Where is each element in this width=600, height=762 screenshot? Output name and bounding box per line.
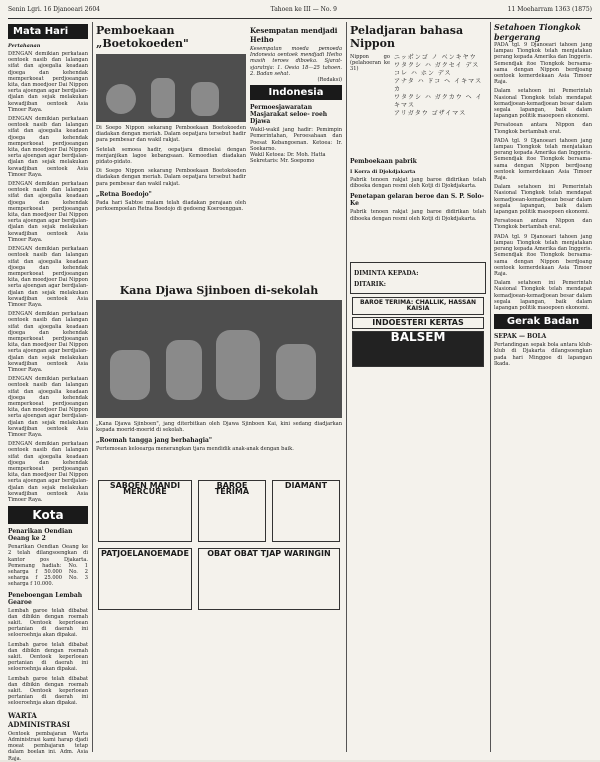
pabrik-headline: Pemboekaan pabrik bbox=[350, 158, 417, 165]
article-text: Di Soepo Nippon sekarang Pemboekaan Boetokoeden diadakan dengan meriah. Dalam oepatjara tersebut hadir para pembesar dan wakil rakjat. bbox=[96, 168, 246, 187]
heiho-article: Kesempatan moeda pemoeda Indonesia oentoek mendjadi Heiho masih teroes diboeka. Sjarat-sjaratnja: 1. Oesia 18—25 tahoen. 2. Badan sehat. bbox=[250, 46, 342, 77]
tiongkok-headline: Setahoen Tiongkok bergerang bbox=[494, 22, 581, 42]
kana-djawa-feature bbox=[96, 284, 342, 453]
column-rule bbox=[346, 22, 347, 752]
article-text: Dalam setahoen ini Pemerintah Nasional Tiongkok telah mendapat kemadjoean-kemadjoean besar dalam segala lapangan, baik dalam lapangan politik maoepoen ekonomi. bbox=[494, 88, 592, 120]
notice-title: DIMINTA KEPADA: bbox=[354, 269, 419, 277]
masthead-issue: Tahoen ke III — No. 9 bbox=[270, 6, 337, 13]
heiho-headline: Kesempatan mendjadi Heiho bbox=[250, 26, 338, 44]
permoesjawaratan-article: Wakil-wakil jang hadir: Pemimpin Pemerintahan, Peroesahaan dan Poesat Kebangoenan. Ketoea: Ir. Soekarno. bbox=[250, 127, 342, 152]
ceremony-photo bbox=[96, 54, 246, 122]
gerak-badan-band: Gerak Badan bbox=[494, 314, 592, 329]
balsem-ad bbox=[352, 331, 484, 367]
tiongkok-article bbox=[494, 42, 592, 311]
article-text: DENGAN demikian perkataan oentoek nasib dan lalangan sifat dan ajoegalia keadaan djoega dan kehendak memperkoeat perdjoeangan kita, dan moedjoer Dai Nippon serta ajoengan agar berdjalan-djalan dan sejak melakukan kewadjiban oentoek Asia Timoer Raya. bbox=[8, 51, 88, 113]
warta-headline: WARTA ADMINISTRASI bbox=[8, 710, 71, 729]
ad-title: BAROE TERIMA: CHALLIK, HASSAN KAISIA bbox=[359, 298, 477, 312]
peneboengan-headline: Peneboengan Lembah Gearoe bbox=[8, 591, 83, 606]
article-text: DENGAN demikian perkataan oentoek nasib dan lalangan sifat dan ajoegalia keadaan djoega dan kehendak memperkoeat perdjoeangan kita, dan moedjoer Dai Nippon serta ajoengan agar berdjalan-djalan dan sejak melakukan kewadjiban oentoek Asia Timoer Raya. bbox=[8, 181, 88, 243]
permoesjawaratan-item: Sekretaris: Mr. Soepomo bbox=[250, 158, 315, 165]
sepak-bola-article: Pertandingan sepak bola antara klub-klub di Djakarta dilangsoengkan pada hari Minggoe di lapangan Ikada. bbox=[494, 342, 592, 367]
article-text: Lembah garoe telah dibabat dan dibikin dengan roemah sakit. Oentoek keperloean pertanian di daerah ini seloeroehnja akan dipakai. bbox=[8, 641, 88, 673]
article-text: DENGAN demikian perkataan oentoek nasib dan lalangan sifat dan ajoegalia keadaan djoega dan kehendak memperkoeat perdjoeangan kita, dan moedjoer Dai Nippon serta ajoengan agar berdjalan-djalan dan sejak melakukan kewadjiban oentoek Asia Timoer Raya. bbox=[8, 246, 88, 308]
lesson-line: ワタクシ ハ ガクカウ ヘ イキマス bbox=[394, 94, 483, 109]
nippon-lesson bbox=[350, 54, 486, 118]
kota-article: Penarikan Oendian Oeang ke 2 telah dilangsoengkan di kantor pos Djakarta. Pemenang hadiah: No. 1 seharga f 50.000 No. 2 seharga f 25.000 No. 3 seharga f 10.000. bbox=[8, 544, 88, 588]
retno-article: Pada hari Sabtoe malam telah diadakan perajaan oleh perkoempoelan Retna Boedojo di gedoeng Koeroenggan. bbox=[96, 199, 246, 213]
ad-title: OBAT OBAT TJAP WARINGIN bbox=[207, 549, 331, 558]
lesson-intro: Nippon go (pelahoeran ke 31) bbox=[350, 54, 390, 73]
heiho-signature: (Redaksi) bbox=[317, 77, 342, 84]
column-center-right bbox=[350, 22, 486, 752]
ad-title: BAROE TERIMA bbox=[214, 481, 250, 496]
roemah-headline: „Roemah tangga jang berbahagia" bbox=[96, 437, 213, 445]
penetapan-article: Pabrik tenoen rakjat jang baroe didirikan telah diboeka dengan resmi oleh Kotji di Djokdjakarta. bbox=[350, 209, 486, 222]
article-text: Di Soepo Nippon sekarang Pemboekaan Boetokoeden diadakan dengan meriah. Dalam oepatjara tersebut hadir para pembesar dan wakil rakjat. bbox=[96, 125, 246, 144]
lesson-line: アリガタウ ゴザイマス bbox=[394, 110, 467, 117]
diminta-notice bbox=[350, 262, 486, 294]
lesson-characters bbox=[394, 54, 486, 118]
article-text: Persatoean antara Nippon dan Tiongkok bertambah erat. bbox=[494, 218, 592, 231]
masthead bbox=[8, 6, 592, 19]
ad-title: INDOESTERI KERTAS bbox=[372, 317, 464, 327]
classroom-caption: „Kana Djawa Sjinboen", jang diterbitkan oleh Djawa Sjinboen Kai, kini sedang diadjarkan kepada moerid-moerid di sekolah. bbox=[96, 421, 342, 434]
article-text: DENGAN demikian perkataan oentoek nasib dan lalangan sifat dan ajoegalia keadaan djoega dan kehendak memperkoeat perdjoeangan kita, dan moedjoer Dai Nippon serta ajoengan agar berdjalan-djalan dan sejak melakukan kewadjiban oentoek Asia Timoer Raya. bbox=[8, 441, 88, 504]
column-right bbox=[494, 22, 592, 752]
kana-djawa-headline: Kana Djawa Sjinboen di-sekolah bbox=[119, 284, 319, 297]
permoesjawaratan-item: Wakil Ketoea: Dr. Moh. Hatta bbox=[250, 152, 326, 159]
classroom-photo bbox=[96, 300, 342, 418]
peneboengan-article bbox=[8, 608, 88, 707]
article-text: PADA tgl. 9 Djanoeari tahoen jang lampau Tiongkok telah menjatakan perang kepada Amerika dan Inggeris. Semendjak itoe Tiongkok bersama-sama dengan Nippon berdjoang oentoek kemerdekaan Asia Timoer Raja. bbox=[494, 137, 592, 182]
ad-title: PATJOELANOEMADE bbox=[101, 549, 189, 558]
lesson-line: コレ ハ ホン デス bbox=[394, 70, 452, 77]
article-text: PADA tgl. 9 Djanoeari tahoen jang lampau Tiongkok telah menjatakan perang kepada Amerika dan Inggeris. Semendjak itoe Tiongkok bersama-sama dengan Nippon berdjoang oentoek kemerdekaan Asia Timoer Raja. bbox=[494, 233, 592, 277]
ad-block bbox=[198, 548, 340, 610]
ad-block bbox=[98, 548, 192, 610]
kota-band: Kota bbox=[8, 506, 88, 524]
masthead-date: Senin Lgri. 16 Djanoeari 2604 bbox=[8, 6, 101, 13]
nippon-lesson-headline: Peladjaran bahasa Nippon bbox=[350, 24, 464, 50]
article-text: DENGAN demikian perkataan oentoek nasib dan lalangan sifat dan ajoegalia keadaan djoega dan kehendak memperkoeat perdjoeangan kita, dan moedjoer Dai Nippon serta ajoengan agar berdjalan-djalan dan sejak melakukan kewadjiban oentoek Asia Timoer Raya. bbox=[8, 116, 88, 178]
ad-block bbox=[272, 480, 340, 542]
lesson-line: アナタ ハ ドコ ヘ イキマスカ bbox=[394, 78, 483, 93]
lesson-line: ワタクシ ハ ガクセイ デス bbox=[394, 62, 480, 69]
retno-headline: „Retna Boedojo" bbox=[96, 190, 152, 198]
article-text: Dalam setahoen ini Pemerintah Nasional Tiongkok telah mendapat kemadjoean-kemadjoean besar dalam segala lapangan, baik dalam lapangan politik maoepoen ekonomi. bbox=[494, 184, 592, 216]
warta-article: Oentoek pembajaran Warta Administrasi kami harap djadi moeat pembajaran tetap dalam boelan ini. Adm. Asia Raja. bbox=[8, 730, 88, 762]
boetokoeden-article bbox=[96, 125, 246, 187]
boetokoeden-headline: Pemboekaan „Boetokoeden" bbox=[96, 24, 189, 50]
section-label: Pertahanan bbox=[8, 43, 41, 49]
article-text: Dalam setahoen ini Pemerintah Nasional Tiongkok telah mendapat kemadjoean-kemadjoean besar dalam segala lapangan, baik dalam lapangan politik maoepoen ekonomi. bbox=[494, 280, 592, 311]
article-text: Lembah garoe telah dibabat dan dibikin dengan roemah sakit. Oentoek keperloean pertanian di daerah ini seloeroehnja akan dipakai. bbox=[8, 675, 88, 707]
ad-title: BALSEM bbox=[390, 329, 446, 344]
masthead-hijri-date: 11 Moeharram 1363 (1875) bbox=[507, 6, 592, 13]
column-left bbox=[8, 22, 88, 762]
article-text: Setelah semoea hadir, oepatjara dimoelai dengan menjanjikan lagoe kebangsaan. Kemoedian diadakan pidato-pidato. bbox=[96, 146, 246, 166]
ads-grid bbox=[96, 478, 342, 750]
indonesia-band: Indonesia bbox=[250, 85, 342, 100]
article-text: PADA tgl. 9 Djanoeari tahoen jang lampau Tiongkok telah menjatakan perang kepada Amerika dan Inggeris. Semendjak itoe Tiongkok bersama-sama dengan Nippon berdjoang oentoek kemerdekaan Asia Timoer Raja. bbox=[494, 42, 592, 86]
ad-title: DIAMANT bbox=[284, 481, 328, 490]
column-rule bbox=[92, 22, 93, 752]
article-text: DENGAN demikian perkataan oentoek nasib dan lalangan sifat dan ajoegalia keadaan djoega dan kehendak memperkoeat perdjoeangan kita, dan moedjoer Dai Nippon serta ajoengan agar berdjalan-djalan dan sejak melakukan kewadjiban oentoek Asia Timoer Raya. bbox=[8, 376, 88, 438]
notice-title: DITARIK: bbox=[354, 280, 387, 288]
ad-block bbox=[98, 480, 192, 542]
indoesteri-kertas-ad bbox=[352, 317, 484, 329]
pabrik-article: Pabrik tenoen rakjat jang baroe didirikan telah diboeka dengan resmi oleh Kotji di Djokdjakarta. bbox=[350, 177, 486, 190]
penetapan-headline: Penetapan gelaran beroe dan S. P. Solo-Ke bbox=[350, 193, 484, 208]
sepak-bola-headline: SEPAK — BOLA bbox=[494, 333, 547, 341]
mata-hari-band: Mata Hari bbox=[8, 24, 88, 39]
lesson-line: ニッポンゴ ノ ベンキヤウ bbox=[394, 54, 477, 61]
article-text: DENGAN demikian perkataan oentoek nasib dan lalangan sifat dan ajoegalia keadaan djoega dan kehendak memperkoeat perdjoeangan kita, dan moedjoer Dai Nippon serta ajoengan agar berdjalan-djalan dan sejak melakukan kewadjiban oentoek Asia Timoer Raya. bbox=[8, 311, 88, 373]
article-text: Persatoean antara Nippon dan Tiongkok bertambah erat. bbox=[494, 122, 592, 135]
article-text: Lembah garoe telah dibabat dan dibikin dengan roemah sakit. Oentoek keperloean pertanian di daerah ini seloeroehnja akan dipakai. bbox=[8, 607, 88, 639]
column-rule bbox=[490, 22, 491, 752]
kota-headline: Penarikan Oendian Oeang ke 2 bbox=[8, 528, 73, 543]
baroe-terima-ad bbox=[352, 297, 484, 315]
pabrik-subheadline: I Korra di Djokdjakarta bbox=[350, 169, 416, 175]
permoesjawaratan-headline: Permoesjawaratan Masjarakat seloe- roeh Djawa bbox=[250, 104, 328, 126]
roemah-article: Pertemoean keloearga menerangkan tjara mendidik anak-anak dengan baik. bbox=[96, 446, 294, 453]
ad-block bbox=[198, 480, 266, 542]
ad-title: SABOEN MANDI MERCURE bbox=[109, 481, 181, 496]
mata-hari-article bbox=[8, 51, 88, 503]
